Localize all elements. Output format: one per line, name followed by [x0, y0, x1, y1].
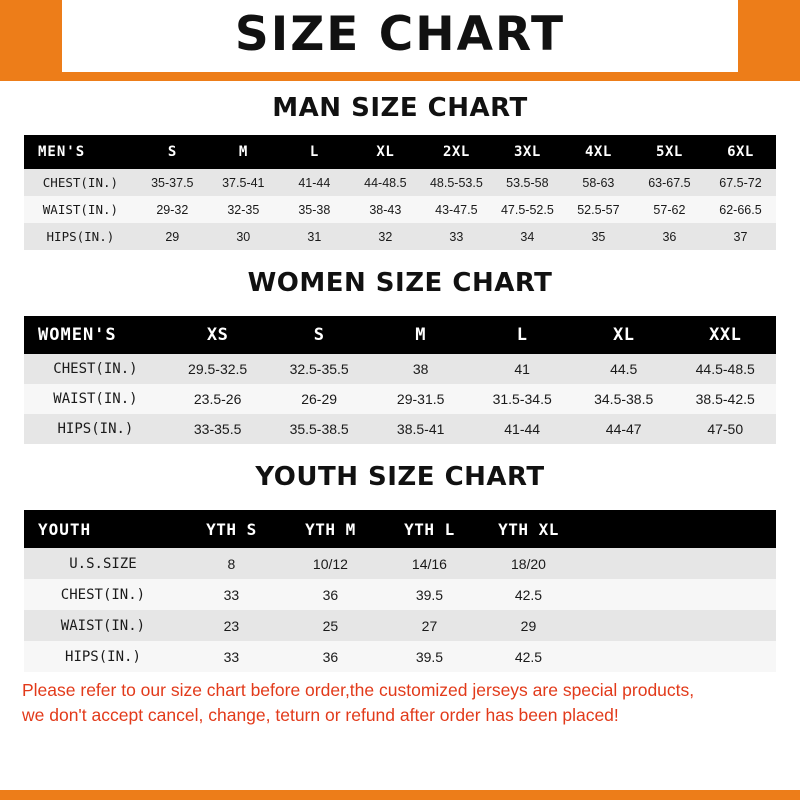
table-row	[24, 548, 776, 579]
women-row-waist-label: WAIST(IN.)	[24, 384, 167, 414]
youth-waist-s: 23	[182, 610, 281, 641]
women-row-chest-label: CHEST(IN.)	[24, 354, 167, 384]
women-col-xxl: XXL	[674, 316, 776, 354]
men-waist-m: 32-35	[208, 196, 279, 223]
youth-table-body	[24, 548, 776, 672]
men-row-chest-label: CHEST(IN.)	[24, 169, 137, 196]
men-hips-xl: 32	[350, 223, 421, 250]
youth-hips-empty-2	[677, 641, 776, 672]
men-waist-2xl: 43-47.5	[421, 196, 492, 223]
women-col-m: M	[370, 316, 472, 354]
youth-hips-l: 39.5	[380, 641, 479, 672]
women-hips-xxl: 47-50	[674, 414, 776, 444]
table-row	[24, 354, 776, 384]
women-rowhead-label: WOMEN'S	[24, 316, 167, 354]
header-banner	[0, 0, 800, 72]
men-waist-l: 35-38	[279, 196, 350, 223]
youth-waist-m: 25	[281, 610, 380, 641]
youth-table-head	[24, 510, 776, 548]
youth-row-chest-label: CHEST(IN.)	[24, 579, 182, 610]
women-chest-m: 38	[370, 354, 472, 384]
men-waist-xl: 38-43	[350, 196, 421, 223]
youth-waist-empty-2	[677, 610, 776, 641]
men-hips-l: 31	[279, 223, 350, 250]
page-title: SIZE CHART	[234, 6, 566, 62]
men-hips-4xl: 35	[563, 223, 634, 250]
men-chest-xl: 44-48.5	[350, 169, 421, 196]
youth-size-table	[24, 510, 776, 672]
women-size-table	[24, 316, 776, 444]
men-row-waist-label: WAIST(IN.)	[24, 196, 137, 223]
table-row	[24, 414, 776, 444]
youth-section-title: YOUTH SIZE CHART	[255, 462, 545, 492]
youth-ussize-s: 8	[182, 548, 281, 579]
women-table-head	[24, 316, 776, 354]
men-size-table	[24, 135, 776, 250]
men-col-4xl: 4XL	[563, 135, 634, 169]
youth-waist-l: 27	[380, 610, 479, 641]
youth-col-empty-2	[677, 510, 776, 548]
women-waist-xs: 23.5-26	[167, 384, 269, 414]
men-hips-6xl: 37	[705, 223, 776, 250]
men-waist-4xl: 52.5-57	[563, 196, 634, 223]
men-chest-4xl: 58-63	[563, 169, 634, 196]
women-waist-xl: 34.5-38.5	[573, 384, 675, 414]
youth-hips-s: 33	[182, 641, 281, 672]
men-col-6xl: 6XL	[705, 135, 776, 169]
women-row-hips-label: HIPS(IN.)	[24, 414, 167, 444]
men-hips-m: 30	[208, 223, 279, 250]
youth-col-m: YTH M	[281, 510, 380, 548]
youth-ussize-xl: 18/20	[479, 548, 578, 579]
women-waist-xxl: 38.5-42.5	[674, 384, 776, 414]
women-col-xs: XS	[167, 316, 269, 354]
men-chest-5xl: 63-67.5	[634, 169, 705, 196]
men-rowhead-label: MEN'S	[24, 135, 137, 169]
women-col-xl: XL	[573, 316, 675, 354]
policy-note-line-1: Please refer to our size chart before order,the customized jerseys are special products,	[22, 680, 695, 700]
women-chest-l: 41	[471, 354, 573, 384]
men-waist-6xl: 62-66.5	[705, 196, 776, 223]
policy-note-line-2: we don't accept cancel, change, teturn or refund after order has been placed!	[22, 705, 619, 726]
policy-note	[0, 672, 800, 729]
women-hips-m: 38.5-41	[370, 414, 472, 444]
youth-col-empty-1	[578, 510, 677, 548]
youth-col-s: YTH S	[182, 510, 281, 548]
women-waist-m: 29-31.5	[370, 384, 472, 414]
women-chest-xxl: 44.5-48.5	[674, 354, 776, 384]
women-col-l: L	[471, 316, 573, 354]
table-header-row	[24, 135, 776, 169]
footer-rule	[0, 790, 800, 800]
youth-ussize-empty-2	[677, 548, 776, 579]
men-col-l: L	[279, 135, 350, 169]
table-row	[24, 384, 776, 414]
women-waist-s: 26-29	[268, 384, 370, 414]
women-chest-s: 32.5-35.5	[268, 354, 370, 384]
youth-chest-l: 39.5	[380, 579, 479, 610]
youth-row-hips-label: HIPS(IN.)	[24, 641, 182, 672]
men-waist-5xl: 57-62	[634, 196, 705, 223]
men-row-hips-label: HIPS(IN.)	[24, 223, 137, 250]
youth-ussize-m: 10/12	[281, 548, 380, 579]
men-hips-3xl: 34	[492, 223, 563, 250]
men-table-head	[24, 135, 776, 169]
women-table-body	[24, 354, 776, 444]
women-hips-s: 35.5-38.5	[268, 414, 370, 444]
women-chest-xs: 29.5-32.5	[167, 354, 269, 384]
women-hips-xs: 33-35.5	[167, 414, 269, 444]
youth-row-ussize-label: U.S.SIZE	[24, 548, 182, 579]
men-col-2xl: 2XL	[421, 135, 492, 169]
youth-waist-xl: 29	[479, 610, 578, 641]
youth-chest-empty-1	[578, 579, 677, 610]
women-hips-xl: 44-47	[573, 414, 675, 444]
men-section-title: MAN SIZE CHART	[272, 93, 528, 123]
women-section-title: WOMEN SIZE CHART	[247, 268, 553, 298]
table-row	[24, 223, 776, 250]
men-chest-l: 41-44	[279, 169, 350, 196]
youth-col-xl: YTH XL	[479, 510, 578, 548]
banner-center	[62, 0, 738, 72]
youth-row-waist-label: WAIST(IN.)	[24, 610, 182, 641]
men-hips-5xl: 36	[634, 223, 705, 250]
header-rule	[0, 72, 800, 81]
women-waist-l: 31.5-34.5	[471, 384, 573, 414]
men-hips-2xl: 33	[421, 223, 492, 250]
youth-hips-empty-1	[578, 641, 677, 672]
women-hips-l: 41-44	[471, 414, 573, 444]
youth-hips-m: 36	[281, 641, 380, 672]
table-row	[24, 196, 776, 223]
youth-ussize-l: 14/16	[380, 548, 479, 579]
youth-hips-xl: 42.5	[479, 641, 578, 672]
youth-chest-m: 36	[281, 579, 380, 610]
men-waist-s: 29-32	[137, 196, 208, 223]
men-chest-s: 35-37.5	[137, 169, 208, 196]
youth-ussize-empty-1	[578, 548, 677, 579]
men-chest-m: 37.5-41	[208, 169, 279, 196]
banner-left-accent	[0, 0, 62, 72]
table-row	[24, 641, 776, 672]
youth-chest-xl: 42.5	[479, 579, 578, 610]
youth-col-l: YTH L	[380, 510, 479, 548]
content	[0, 81, 800, 672]
table-row	[24, 169, 776, 196]
men-col-s: S	[137, 135, 208, 169]
youth-waist-empty-1	[578, 610, 677, 641]
men-table-body	[24, 169, 776, 250]
men-hips-s: 29	[137, 223, 208, 250]
men-waist-3xl: 47.5-52.5	[492, 196, 563, 223]
table-header-row	[24, 510, 776, 548]
table-row	[24, 579, 776, 610]
youth-chest-s: 33	[182, 579, 281, 610]
men-col-xl: XL	[350, 135, 421, 169]
men-col-m: M	[208, 135, 279, 169]
youth-chest-empty-2	[677, 579, 776, 610]
youth-rowhead-label: YOUTH	[24, 510, 182, 548]
banner-right-accent	[738, 0, 800, 72]
men-chest-6xl: 67.5-72	[705, 169, 776, 196]
men-col-5xl: 5XL	[634, 135, 705, 169]
women-chest-xl: 44.5	[573, 354, 675, 384]
table-header-row	[24, 316, 776, 354]
men-col-3xl: 3XL	[492, 135, 563, 169]
women-col-s: S	[268, 316, 370, 354]
men-chest-2xl: 48.5-53.5	[421, 169, 492, 196]
table-row	[24, 610, 776, 641]
men-chest-3xl: 53.5-58	[492, 169, 563, 196]
